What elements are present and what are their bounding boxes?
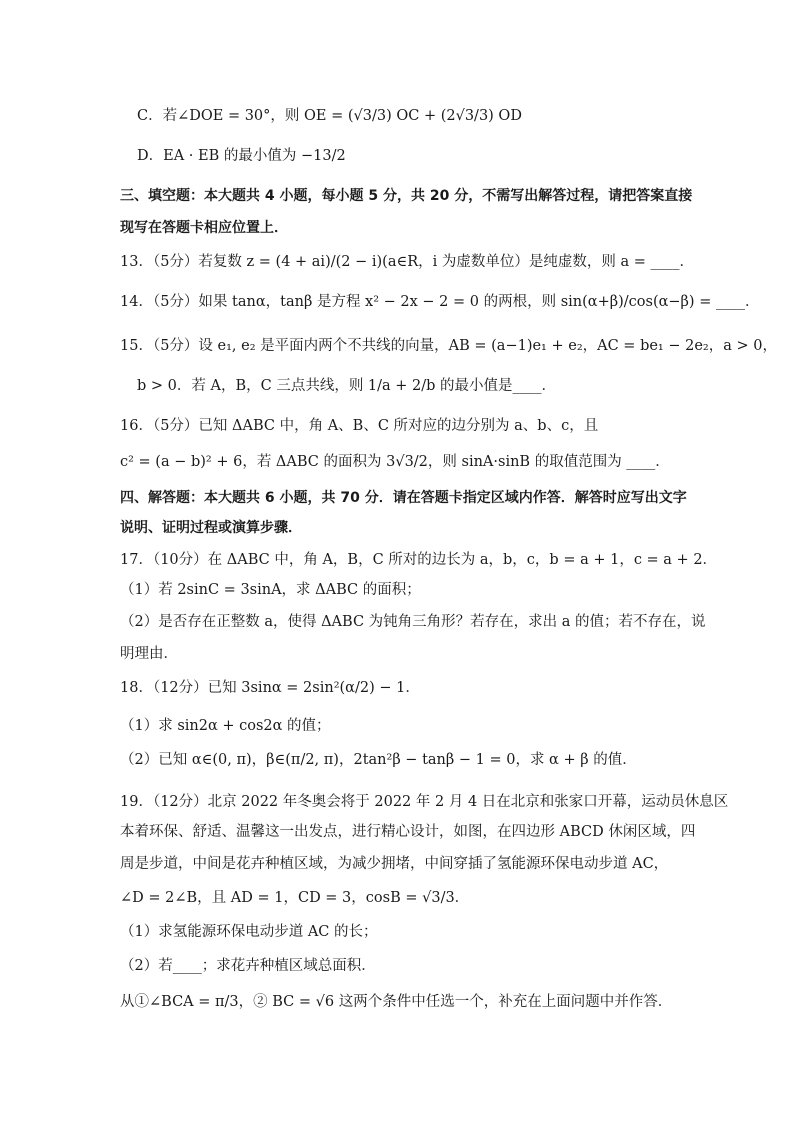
question-15-cont: b > 0．若 A，B，C 三点共线，则 1/a + 2/b 的最小值是____．: [137, 378, 557, 394]
section4-heading-cont: 说明、证明过程或演算步骤．: [120, 520, 302, 536]
question-17-part2: （2）是否存在正整数 a，使得 ΔABC 为钝角三角形？若存在，求出 a 的值；若不存在，说: [120, 614, 706, 630]
option-d: D．EA · EB 的最小值为 −13/2: [137, 148, 346, 164]
section4-heading: 四、解答题：本大题共 6 小题，共 70 分．请在答题卡指定区域内作答．解答时应写出文字: [120, 490, 687, 506]
question-13: 13．（5分）若复数 z = (4 + ai)/(2 − i)(a∈R，i 为虚数单位）是纯虚数，则 a = ____．: [120, 254, 694, 270]
question-18: 18．（12分）已知 3sinα = 2sin²(α/2) − 1．: [120, 680, 420, 696]
question-18-part2: （2）已知 α∈(0, π)，β∈(π/2, π)，2tan²β − tanβ − 1 = 0，求 α + β 的值．: [120, 752, 637, 768]
question-19-cont1: 本着环保、舒适、温馨这一出发点，进行精心设计，如图，在四边形 ABCD 休闲区域，四: [120, 824, 696, 840]
question-15: 15．（5分）设 e₁, e₂ 是平面内两个不共线的向量，AB = (a−1)e₁ + e₂，AC = be₁ − 2e₂，a > 0，: [120, 338, 777, 354]
question-19-cont3: ∠D = 2∠B，且 AD = 1，CD = 3，cosB = √3/3．: [120, 890, 470, 906]
question-19-part1: （1）求氢能源环保电动步道 AC 的长；: [120, 924, 378, 940]
question-19-part2: （2）若____；求花卉种植区域总面积．: [120, 958, 376, 974]
question-16-cont: c² = (a − b)² + 6，若 ΔABC 的面积为 3√3/2，则 sinA·sinB 的取值范围为 ____．: [120, 454, 670, 470]
question-19: 19．（12分）北京 2022 年冬奥会将于 2022 年 2 月 4 日在北京和张家口开幕，运动员休息区: [120, 794, 729, 810]
question-14: 14．（5分）如果 tanα，tanβ 是方程 x² − 2x − 2 = 0 的两根，则 sin(α+β)/cos(α−β) = ____．: [120, 294, 760, 310]
question-16: 16．（5分）已知 ΔABC 中，角 A、B、C 所对应的边分别为 a、b、c，且: [120, 418, 599, 434]
section3-heading-cont: 现写在答题卡相应位置上．: [120, 220, 288, 236]
question-18-part1: （1）求 sin2α + cos2α 的值；: [120, 718, 331, 734]
option-c: C．若∠DOE = 30°，则 OE = (√3/3) OC + (2√3/3) OD: [137, 108, 522, 124]
question-17-part1: （1）若 2sinC = 3sinA，求 ΔABC 的面积；: [120, 582, 421, 598]
question-17-part2-cont: 明理由．: [120, 646, 178, 662]
question-19-cont2: 周是步道，中间是花卉种植区域，为减少拥堵，中间穿插了氢能源环保电动步道 AC，: [120, 856, 669, 872]
section3-heading: 三、填空题：本大题共 4 小题，每小题 5 分，共 20 分，不需写出解答过程，请把答案直接: [120, 188, 693, 204]
question-17: 17．（10分）在 ΔABC 中，角 A，B，C 所对的边长为 a，b，c，b = a + 1，c = a + 2．: [120, 552, 718, 568]
question-19-choice: 从①∠BCA = π/3，② BC = √6 这两个条件中任选一个，补充在上面问题中并作答．: [120, 994, 673, 1010]
